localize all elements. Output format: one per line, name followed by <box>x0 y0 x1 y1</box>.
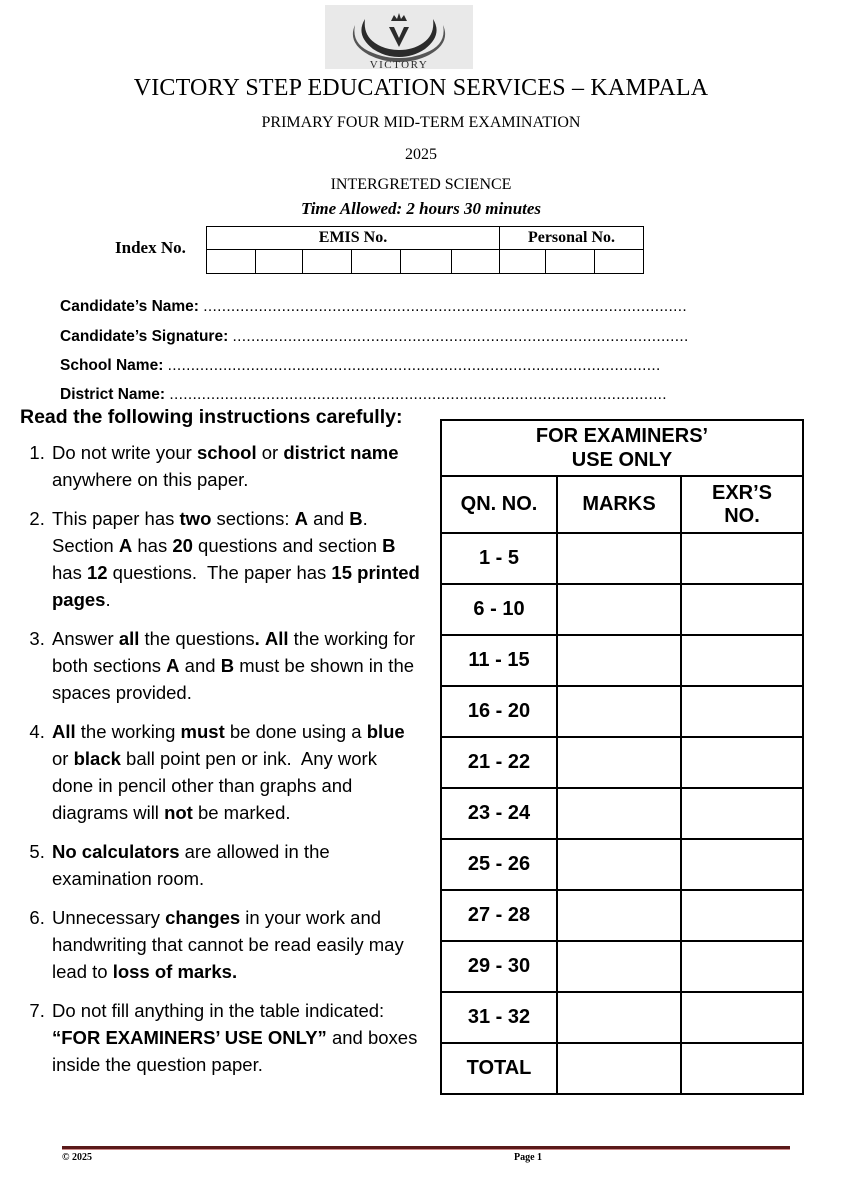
subject-title: INTERGRETED SCIENCE <box>330 176 512 193</box>
examiner-no-cell[interactable] <box>681 941 803 992</box>
field-label: District Name: <box>60 386 166 403</box>
district-name-field[interactable] <box>60 386 667 404</box>
instruction-item: 3. Answer all the questions. All the working for both sections A and B must be shown in the spaces provided. <box>50 625 420 706</box>
logo <box>325 5 473 69</box>
footer-divider <box>62 1146 790 1150</box>
examiner-no-cell[interactable] <box>681 533 803 584</box>
time-allowed: Time Allowed: 2 hours 30 minutes <box>300 199 542 218</box>
table-row <box>441 584 803 635</box>
examiner-no-cell[interactable] <box>681 737 803 788</box>
question-range: 29 - 30 <box>441 941 557 992</box>
field-dots: ............................................................................................................ <box>169 386 667 403</box>
question-range: 23 - 24 <box>441 788 557 839</box>
marks-cell[interactable] <box>557 1043 681 1094</box>
instruction-item: 2. This paper has two sections: A and B. Section A has 20 questions and section B has 12 questions. The paper has 15 printed pages. <box>50 505 420 613</box>
field-dots: ................................................................................................... <box>232 328 689 345</box>
marks-cell[interactable] <box>557 584 681 635</box>
examiners-table-title: FOR EXAMINERS’ USE ONLY <box>441 420 803 476</box>
instructions-title: Read the following instructions carefully: <box>20 406 403 428</box>
instruction-item: 7. Do not fill anything in the table indicated: “FOR EXAMINERS’ USE ONLY” and boxes inside the question paper. <box>50 997 420 1078</box>
instruction-item: 5. No calculators are allowed in the examination room. <box>50 838 420 892</box>
table-row <box>441 839 803 890</box>
index-box[interactable] <box>401 250 452 274</box>
examiners-table <box>440 419 804 1095</box>
field-label: Candidate’s Name: <box>60 298 199 315</box>
question-range: 11 - 15 <box>441 635 557 686</box>
col-exr-no: EXR’S NO. <box>681 476 803 533</box>
examiner-no-cell[interactable] <box>681 992 803 1043</box>
marks-cell[interactable] <box>557 686 681 737</box>
index-box[interactable] <box>452 250 500 274</box>
index-number-label: Index No. <box>115 238 186 257</box>
index-box[interactable] <box>256 250 303 274</box>
index-box[interactable] <box>207 250 256 274</box>
field-dots: ........................................................................................................... <box>167 357 661 374</box>
table-row <box>441 788 803 839</box>
marks-cell[interactable] <box>557 635 681 686</box>
table-row <box>441 686 803 737</box>
instruction-item: 6. Unnecessary changes in your work and handwriting that cannot be read easily may lead to loss of marks. <box>50 904 420 985</box>
examiner-no-cell[interactable] <box>681 1043 803 1094</box>
table-row <box>441 890 803 941</box>
logo-text: VICTORY <box>369 59 429 69</box>
col-qn-no: QN. NO. <box>441 476 557 533</box>
examiner-no-cell[interactable] <box>681 788 803 839</box>
field-label: School Name: <box>60 357 164 374</box>
marks-cell[interactable] <box>557 737 681 788</box>
emis-label: EMIS No. <box>207 227 500 250</box>
col-marks: MARKS <box>557 476 681 533</box>
examiner-no-cell[interactable] <box>681 635 803 686</box>
question-range: TOTAL <box>441 1043 557 1094</box>
index-box[interactable] <box>500 250 546 274</box>
examiner-no-cell[interactable] <box>681 890 803 941</box>
question-range: 25 - 26 <box>441 839 557 890</box>
table-row <box>441 635 803 686</box>
instruction-item: 1. Do not write your school or district name anywhere on this paper. <box>50 439 420 493</box>
page-number: Page 1 <box>514 1152 543 1163</box>
marks-cell[interactable] <box>557 788 681 839</box>
examiner-no-cell[interactable] <box>681 584 803 635</box>
examiner-no-cell[interactable] <box>681 839 803 890</box>
candidate-name-field[interactable] <box>60 298 687 316</box>
exam-year: 2025 <box>405 146 437 163</box>
question-range: 1 - 5 <box>441 533 557 584</box>
question-range: 6 - 10 <box>441 584 557 635</box>
examiner-no-cell[interactable] <box>681 686 803 737</box>
instructions <box>20 404 420 1090</box>
index-box[interactable] <box>303 250 352 274</box>
index-box[interactable] <box>546 250 595 274</box>
marks-cell[interactable] <box>557 839 681 890</box>
table-row <box>441 941 803 992</box>
exam-title: PRIMARY FOUR MID-TERM EXAMINATION <box>261 114 581 131</box>
school-name-field[interactable] <box>60 357 661 375</box>
candidate-signature-field[interactable] <box>60 328 689 346</box>
school-title: VICTORY STEP EDUCATION SERVICES – KAMPALA <box>133 75 709 101</box>
table-row <box>441 533 803 584</box>
table-row <box>441 992 803 1043</box>
index-number-table <box>206 226 644 274</box>
table-row <box>441 1043 803 1094</box>
personal-label: Personal No. <box>500 227 644 250</box>
question-range: 16 - 20 <box>441 686 557 737</box>
marks-cell[interactable] <box>557 533 681 584</box>
marks-cell[interactable] <box>557 890 681 941</box>
index-box[interactable] <box>352 250 401 274</box>
copyright: © 2025 <box>62 1152 92 1163</box>
question-range: 27 - 28 <box>441 890 557 941</box>
field-label: Candidate’s Signature: <box>60 328 229 345</box>
marks-cell[interactable] <box>557 992 681 1043</box>
instruction-item: 4. All the working must be done using a blue or black ball point pen or ink. Any work done in pencil other than graphs and diagrams will not be marked. <box>50 718 420 826</box>
table-row <box>441 737 803 788</box>
index-box[interactable] <box>595 250 644 274</box>
question-range: 21 - 22 <box>441 737 557 788</box>
marks-cell[interactable] <box>557 941 681 992</box>
question-range: 31 - 32 <box>441 992 557 1043</box>
field-dots: ......................................................................................................... <box>203 298 687 315</box>
victory-crest-icon <box>325 5 473 69</box>
